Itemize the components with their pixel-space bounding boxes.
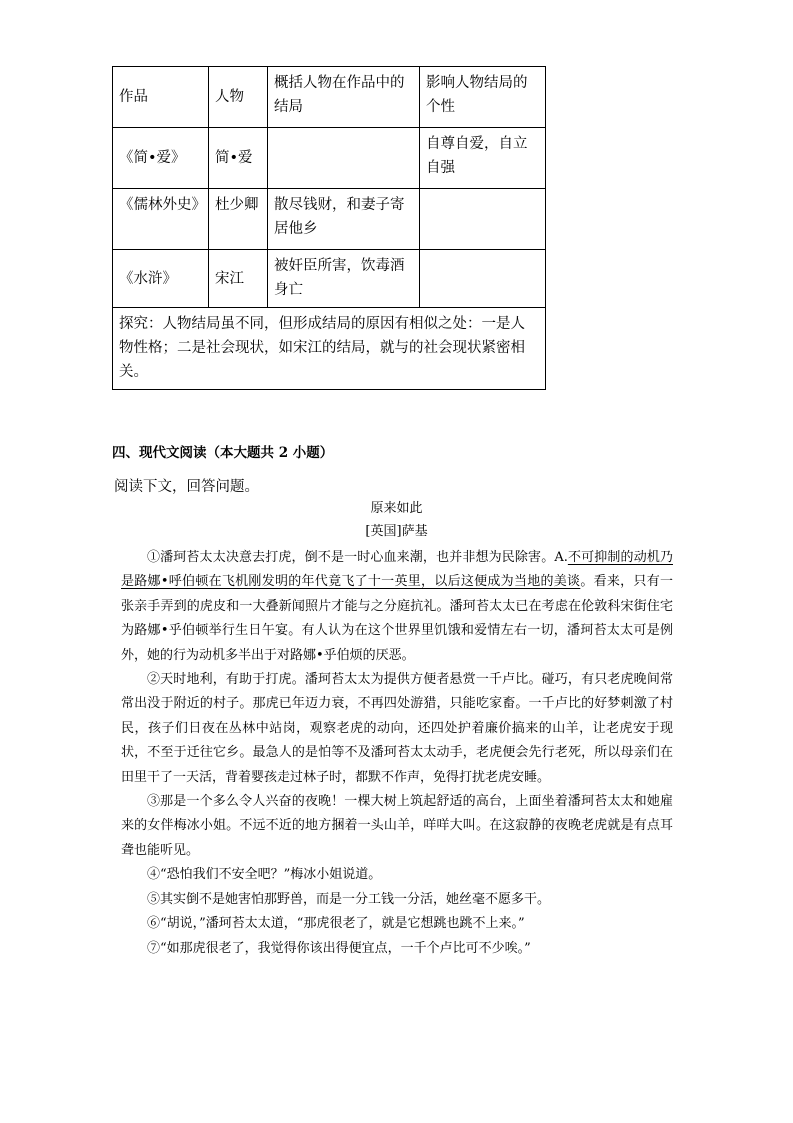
article-paragraph <box>121 546 673 668</box>
table-header-row <box>113 67 546 128</box>
article-paragraph: ⑦“如那虎很老了，我觉得你该出得便宜点，一千个卢比可不少唉。” <box>147 940 531 956</box>
table-cell: 自尊自爱，自立自强 <box>420 128 546 189</box>
paragraph-text: 。看来，只有一张亲手弄到的虎皮和一大叠新闻照片才能与之分庭抗礼。潘珂苔太太已在考虑在伦敦科宋街住宅为路娜•乎伯顿举行生日午宴。有人认为在这个世界里饥饿和爱情左右一切，潘珂苔太太可是例外，她的行为动机多半出于对路娜•乎伯烦的厌恶。 <box>121 574 673 663</box>
underlined-sentence-a: 不可抑制的动机乃是路娜•呼伯顿在飞机刚发明的年代竟飞了十一英里，以后这便成为当地的美谈 <box>121 550 673 590</box>
section-title: 四、现代文阅读（本大题共 2 小题） <box>112 445 334 461</box>
article-paragraph: ④“恐怕我们不安全吧？”梅冰小姐说道。 <box>147 867 382 883</box>
article-body <box>121 546 673 961</box>
table-cell: 宋江 <box>209 250 268 308</box>
table-cell: 《简•爱》 <box>113 128 209 189</box>
table-cell: 《水浒》 <box>113 250 209 308</box>
table-cell: 杜少卿 <box>209 189 268 250</box>
table-cell <box>268 128 420 189</box>
paragraph-text: ①潘珂苔太太决意去打虎，倒不是一时心血来潮，也并非想为民除害。A. <box>147 550 568 565</box>
table-row <box>113 128 546 189</box>
table-cell: 《儒林外史》 <box>113 189 209 250</box>
article-title: 原来如此 <box>370 501 423 516</box>
table-footer-row <box>113 308 546 390</box>
article-paragraph: ⑤其实倒不是她害怕那野兽，而是一分工钱一分活，她丝毫不愿多干。 <box>147 891 551 907</box>
table-cell <box>420 189 546 250</box>
table-row <box>113 189 546 250</box>
table-cell: 简•爱 <box>209 128 268 189</box>
reading-instruction: 阅读下文，回答问题。 <box>114 479 259 495</box>
table-cell <box>420 250 546 308</box>
table-footer-cell: 探究：人物结局虽不同，但形成结局的原因有相似之处：一是人物性格；二是社会现状，如宋江的结局，就与的社会现状紧密相关。 <box>113 308 546 390</box>
table-header-cell: 影响人物结局的个性 <box>420 67 546 128</box>
table-header-cell: 概括人物在作品中的结局 <box>268 67 420 128</box>
article-paragraph: ③那是一个多么令人兴奋的夜晚！一棵大树上筑起舒适的高台，上面坐着潘珂苔太太和她雇来的女伴梅冰小姐。不远不近的地方捆着一头山羊，咩咩大叫。在这寂静的夜晚老虎就是有点耳聋也能听见。 <box>121 794 673 858</box>
character-table <box>112 66 546 390</box>
table-cell: 被奸臣所害，饮毒酒身亡 <box>268 250 420 308</box>
table-header-cell: 作品 <box>113 67 209 128</box>
article-paragraph: ②天时地利，有助于打虎。潘珂苔太太为提供方便者悬赏一千卢比。碰巧，有只老虎晚间常常出没于附近的村子。那虎已年迈力衰，不再四处游猎，只能吃家畜。一千卢比的好梦刺激了村民，孩子们日夜在丛林中站岗，观察老虎的动向，还四处护着廉价搞来的山羊，让老虎安于现状，不至于迁往它乡。最急人的是怕等不及潘珂苔太太动手，老虎便会先行老死，所以母亲们在田里干了一天活，背着婴孩走过林子时，都默不作声，免得打扰老虎安睡。 <box>121 672 673 785</box>
table-row <box>113 250 546 308</box>
table-cell: 散尽钱财，和妻子寄居他乡 <box>268 189 420 250</box>
table-header-cell: 人物 <box>209 67 268 128</box>
article-author: [英国]萨基 <box>365 524 428 539</box>
article-paragraph: ⑥“胡说，”潘珂苔太太道，“那虎很老了，就是它想跳也跳不上来。” <box>147 916 525 932</box>
